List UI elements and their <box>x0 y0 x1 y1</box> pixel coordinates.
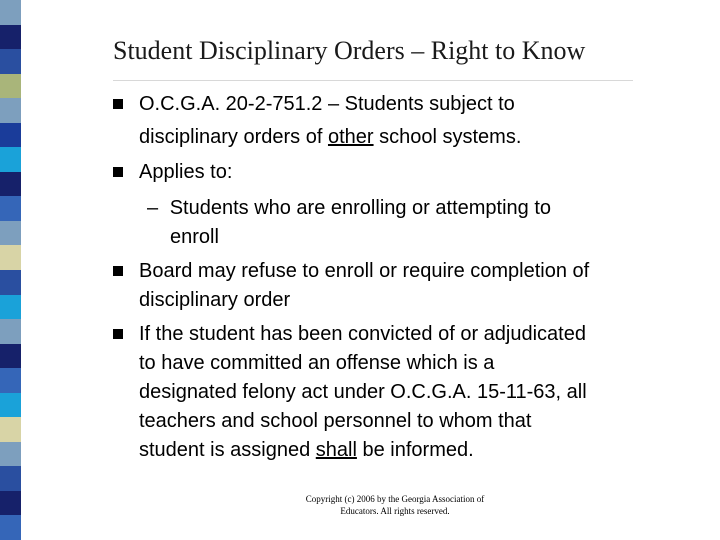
bullet-4-text: teachers and school personnel to whom that <box>139 410 532 432</box>
stripe-segment <box>0 295 21 320</box>
slide-title: Student Disciplinary Orders – Right to Know <box>113 36 586 65</box>
bullet-marker-1 <box>113 99 123 109</box>
stripe-segment <box>0 98 21 123</box>
bullet-4-line-2 <box>139 351 494 375</box>
bullet-1-text: school systems. <box>373 126 522 148</box>
sub-bullet-text: enroll <box>170 226 219 248</box>
stripe-segment <box>0 172 21 197</box>
sub-bullet-dash: – <box>147 197 159 219</box>
stripe-segment <box>0 466 21 491</box>
bullet-4-text: student is assigned <box>139 439 316 461</box>
bullet-3-text: disciplinary order <box>139 289 291 311</box>
stripe-segment <box>0 123 21 148</box>
bullet-4-text: to have committed an offense which is a <box>139 352 495 374</box>
decorative-stripe-bar <box>0 0 21 540</box>
stripe-segment <box>0 319 21 344</box>
bullet-4-line-4 <box>139 409 531 433</box>
stripe-segment <box>0 221 21 246</box>
bullet-2-text: Applies to: <box>139 161 233 183</box>
bullet-marker-3 <box>113 266 123 276</box>
stripe-segment <box>0 515 21 540</box>
bullet-marker-2 <box>113 167 123 177</box>
title-divider <box>113 80 633 81</box>
underlined-word-shall: shall <box>315 439 357 461</box>
stripe-segment <box>0 74 21 99</box>
bullet-3-line-1 <box>139 259 589 283</box>
bullet-1-line-2 <box>139 125 521 149</box>
bullet-3-text: Board may refuse to enroll or require completion of <box>139 260 590 282</box>
stripe-segment <box>0 442 21 467</box>
underlined-word-other: other <box>327 126 374 148</box>
copyright-footer <box>270 493 520 517</box>
bullet-4-line-1 <box>139 322 586 346</box>
bullet-4-text: If the student has been convicted of or adjudicated <box>139 323 586 345</box>
sub-bullet-line-2 <box>170 225 219 249</box>
sub-bullet-line-1 <box>147 196 551 220</box>
bullet-marker-4 <box>113 329 123 339</box>
footer-line-1: Copyright (c) 2006 by the Georgia Association of <box>305 494 485 504</box>
bullet-1-text: O.C.G.A. 20-2-751.2 – Students subject to <box>139 93 515 115</box>
stripe-segment <box>0 49 21 74</box>
bullet-1-line-1 <box>139 92 515 116</box>
stripe-segment <box>0 25 21 50</box>
bullet-4-text: designated felony act under O.C.G.A. 15-11-63, all <box>139 381 587 403</box>
bullet-4-line-5 <box>139 438 474 462</box>
stripe-segment <box>0 368 21 393</box>
bullet-1-text: disciplinary orders of <box>139 126 328 148</box>
stripe-segment <box>0 417 21 442</box>
stripe-segment <box>0 245 21 270</box>
bullet-2-line-1 <box>139 160 232 184</box>
stripe-segment <box>0 491 21 516</box>
bullet-4-text: be informed. <box>356 439 474 461</box>
stripe-segment <box>0 344 21 369</box>
stripe-segment <box>0 270 21 295</box>
bullet-3-line-2 <box>139 288 290 312</box>
sub-bullet-text: Students who are enrolling or attempting to <box>169 197 552 219</box>
footer-line-2: Educators. All rights reserved. <box>340 506 450 516</box>
stripe-segment <box>0 147 21 172</box>
stripe-segment <box>0 196 21 221</box>
stripe-segment <box>0 0 21 25</box>
stripe-segment <box>0 393 21 418</box>
bullet-4-line-3 <box>139 380 587 404</box>
